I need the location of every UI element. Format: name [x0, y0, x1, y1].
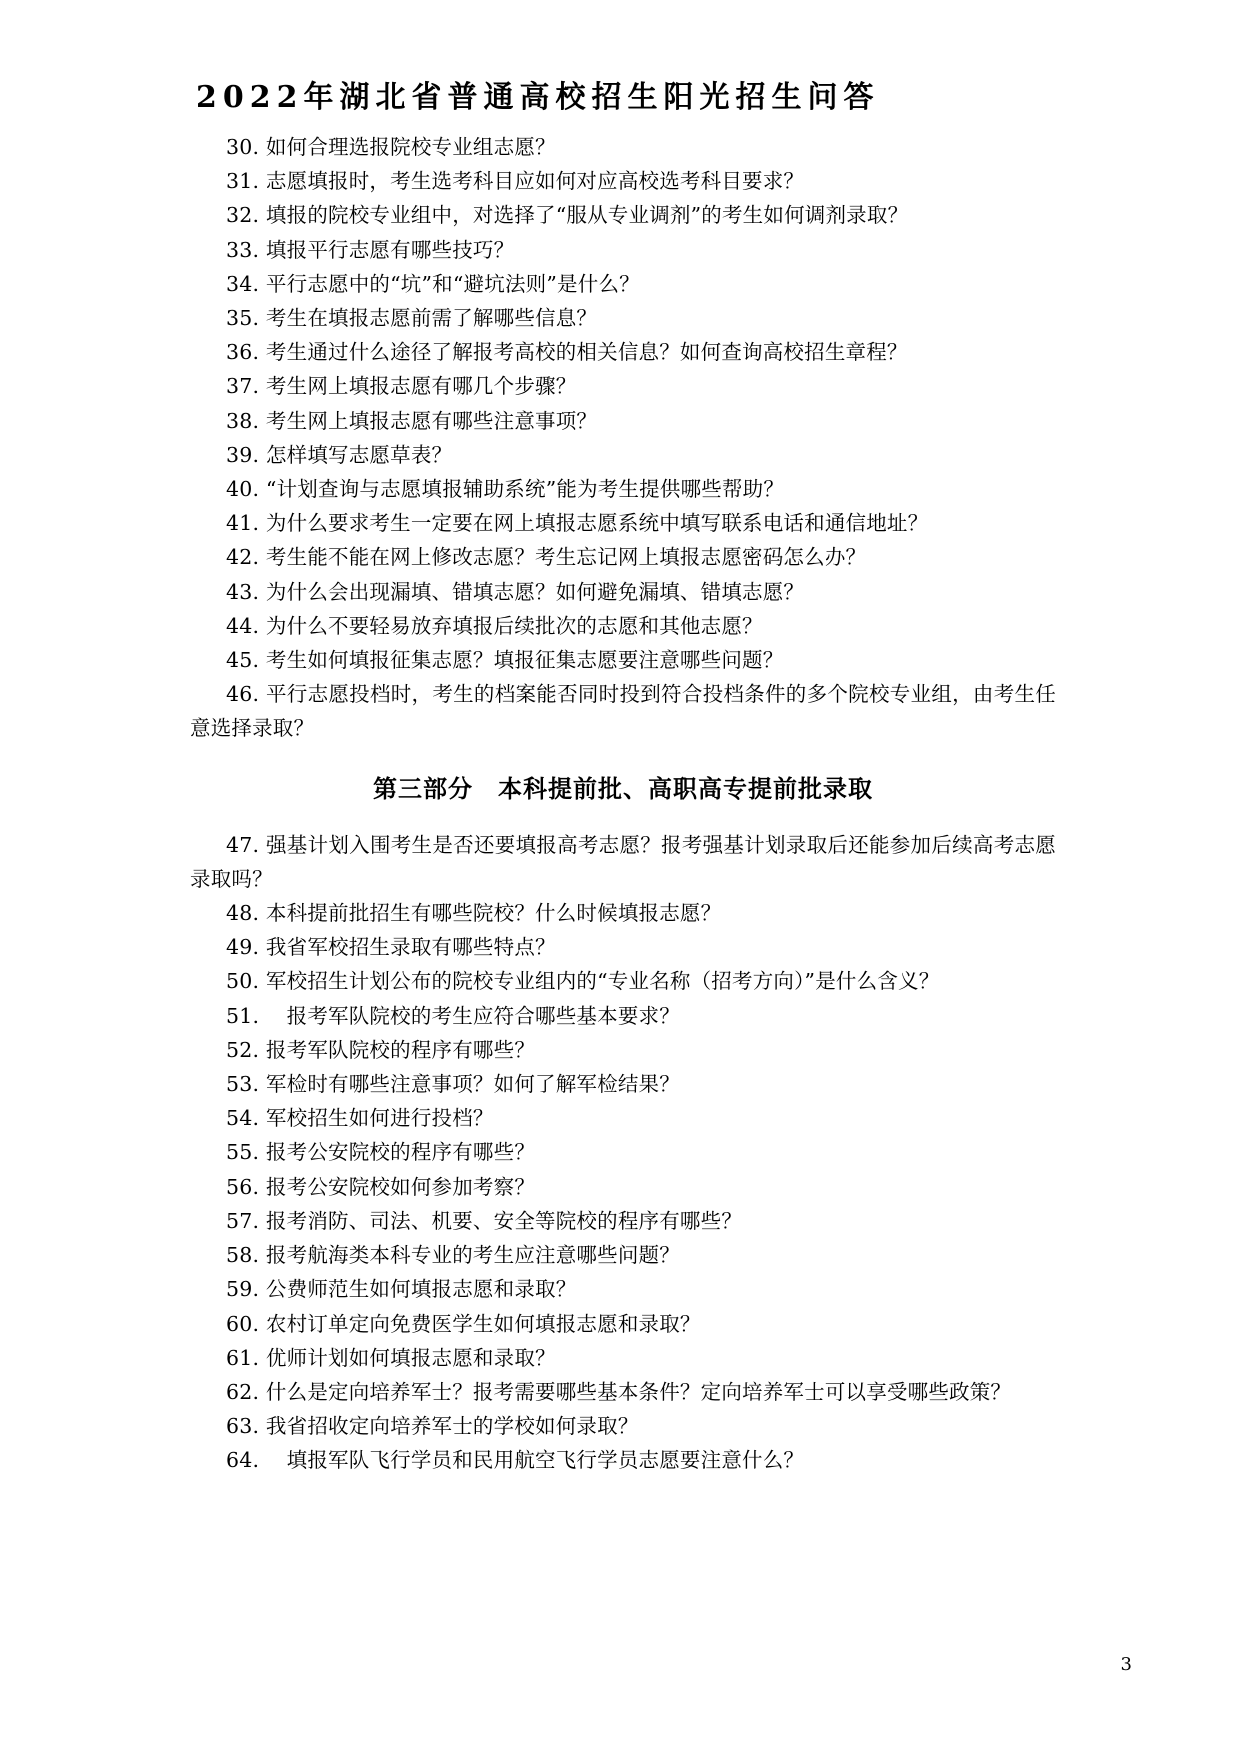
question-item: 51. 报考军队院校的考生应符合哪些基本要求？ [226, 1003, 680, 1028]
page-title: 2022年湖北省普通高校招生阳光招生问答 [196, 80, 880, 115]
question-item: 38. 考生网上填报志愿有哪些注意事项？ [226, 408, 598, 433]
question-item: 52. 报考军队院校的程序有哪些？ [226, 1037, 536, 1062]
question-item: 42. 考生能不能在网上修改志愿？考生忘记网上填报志愿密码怎么办？ [226, 545, 867, 570]
question-item: 32. 填报的院校专业组中，对选择了“服从专业调剂”的考生如何调剂录取？ [226, 203, 909, 228]
question-item: 50. 军校招生计划公布的院校专业组内的“专业名称（招考方向）”是什么含义？ [226, 969, 940, 994]
question-item: 63. 我省招收定向培养军士的学校如何录取？ [226, 1414, 639, 1439]
question-item: 46. 平行志愿投档时，考生的档案能否同时投到符合投档条件的多个院校专业组，由考生任意选择录取？ [190, 682, 1056, 741]
question-item: 55. 报考公安院校的程序有哪些？ [226, 1140, 536, 1165]
document-body [190, 130, 1056, 1478]
question-item: 35. 考生在填报志愿前需了解哪些信息？ [226, 306, 598, 331]
question-item: 48. 本科提前批招生有哪些院校？什么时候填报志愿？ [226, 901, 722, 926]
question-item: 60. 农村订单定向免费医学生如何填报志愿和录取？ [226, 1311, 701, 1336]
question-item: 44. 为什么不要轻易放弃填报后续批次的志愿和其他志愿？ [226, 613, 763, 638]
question-item: 40. “计划查询与志愿填报辅助系统”能为考生提供哪些帮助？ [226, 477, 785, 502]
question-item: 64. 填报军队飞行学员和民用航空飞行学员志愿要注意什么？ [226, 1448, 805, 1473]
question-item: 31. 志愿填报时，考生选考科目应如何对应高校选考科目要求？ [226, 169, 805, 194]
question-item: 49. 我省军校招生录取有哪些特点？ [226, 935, 556, 960]
question-item: 36. 考生通过什么途径了解报考高校的相关信息？如何查询高校招生章程？ [226, 340, 908, 365]
question-item: 62. 什么是定向培养军士？报考需要哪些基本条件？定向培养军士可以享受哪些政策？ [226, 1379, 1012, 1404]
question-item: 34. 平行志愿中的“坑”和“避坑法则”是什么？ [226, 271, 640, 296]
section-heading-part-three: 第三部分 本科提前批、高职高专提前批录取 [373, 773, 873, 803]
question-item: 39. 怎样填写志愿草表？ [226, 442, 453, 467]
question-item: 47. 强基计划入围考生是否还要填报高考志愿？报考强基计划录取后还能参加后续高考志愿录取吗？ [190, 832, 1056, 891]
question-item: 58. 报考航海类本科专业的考生应注意哪些问题？ [226, 1243, 680, 1268]
question-item: 41. 为什么要求考生一定要在网上填报志愿系统中填写联系电话和通信地址？ [226, 511, 929, 536]
question-item: 43. 为什么会出现漏填、错填志愿？如何避免漏填、错填志愿？ [226, 579, 805, 604]
page-number: 3 [1120, 1654, 1132, 1675]
question-item: 33. 填报平行志愿有哪些技巧？ [226, 237, 515, 262]
question-item: 61. 优师计划如何填报志愿和录取？ [226, 1345, 556, 1370]
question-item: 45. 考生如何填报征集志愿？填报征集志愿要注意哪些问题？ [226, 648, 784, 673]
question-item: 30. 如何合理选报院校专业组志愿？ [226, 135, 556, 159]
question-item: 59. 公费师范生如何填报志愿和录取？ [226, 1277, 577, 1302]
question-item: 37. 考生网上填报志愿有哪几个步骤？ [226, 374, 577, 399]
question-item: 53. 军检时有哪些注意事项？如何了解军检结果？ [226, 1072, 680, 1097]
question-item: 56. 报考公安院校如何参加考察？ [226, 1174, 536, 1199]
question-item: 57. 报考消防、司法、机要、安全等院校的程序有哪些？ [226, 1208, 743, 1233]
question-item: 54. 军校招生如何进行投档？ [226, 1106, 494, 1131]
